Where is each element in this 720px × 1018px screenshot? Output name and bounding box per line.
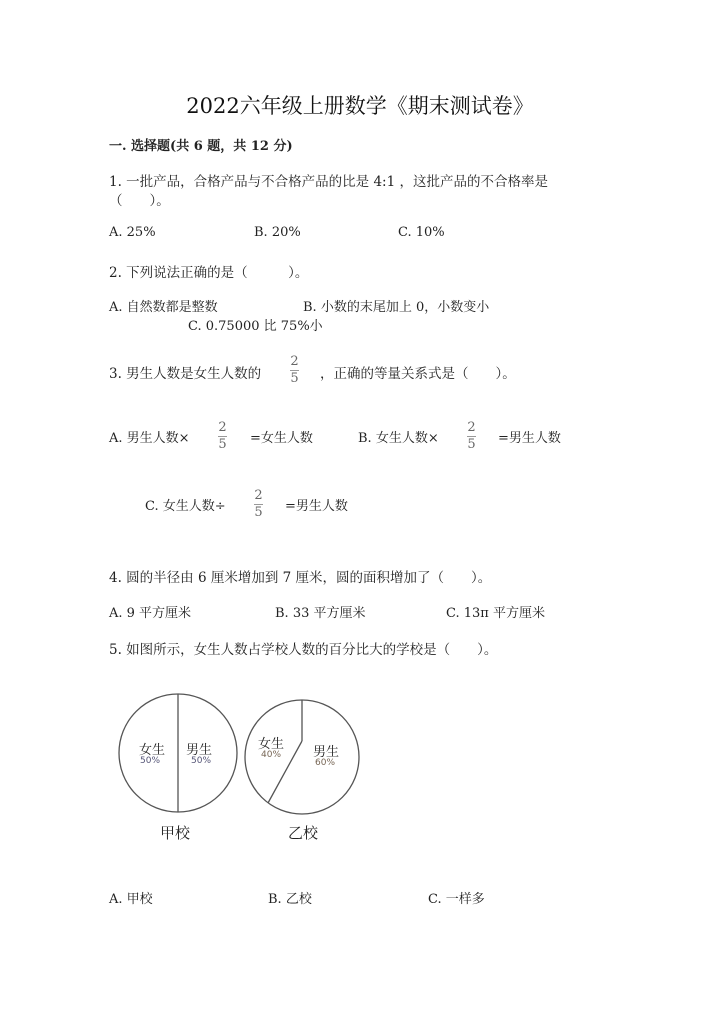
question-3-option-b-after: =男生人数	[498, 431, 561, 446]
pie-yi-boys-value: 60%	[315, 758, 336, 768]
pie-jia-boys-value: 50%	[191, 756, 212, 766]
question-3-option-b-before: B. 女生人数×	[358, 431, 439, 446]
question-3-option-a-after: =女生人数	[250, 431, 313, 446]
fraction-numerator: 2	[254, 488, 263, 503]
question-4-option-b: B. 33 平方厘米	[275, 606, 366, 621]
pie-yi-girls-value: 40%	[261, 750, 282, 760]
question-2-option-b: B. 小数的末尾加上 0，小数变小	[303, 300, 490, 315]
fraction-denominator: 5	[218, 437, 227, 452]
question-5-option-a: A. 甲校	[109, 892, 153, 907]
pie-yi-title: 乙校	[288, 824, 319, 842]
question-1-option-c: C. 10%	[398, 225, 445, 240]
fraction-denominator: 5	[254, 505, 263, 520]
pie-jia-boys-label: 男生	[186, 743, 213, 758]
pie-jia-girls-label: 女生	[139, 743, 166, 758]
fraction-numerator: 2	[467, 420, 476, 435]
question-3-option-c-fraction	[254, 488, 263, 521]
section-heading: 一. 选择题(共 6 题，共 12 分)	[109, 139, 293, 154]
question-3-stem-before: 3. 男生人数是女生人数的	[109, 366, 262, 382]
page-title: 2022六年级上册数学《期末测试卷》	[186, 94, 534, 118]
pie-yi-girls-label: 女生	[258, 737, 285, 752]
question-3-stem-after: ，正确的等量关系式是（ ）。	[320, 366, 516, 382]
question-2-option-a: A. 自然数都是整数	[109, 300, 218, 315]
question-4-option-a: A. 9 平方厘米	[109, 606, 192, 621]
question-5-option-b: B. 乙校	[268, 892, 312, 907]
fraction-numerator: 2	[290, 354, 299, 369]
question-4-option-c: C. 13π 平方厘米	[446, 606, 545, 621]
question-3-option-c-before: C. 女生人数÷	[145, 499, 226, 514]
question-3-option-b-fraction	[467, 420, 476, 453]
question-2-option-c: C. 0.75000 比 75%小	[188, 319, 323, 334]
question-3-option-a-before: A. 男生人数×	[109, 431, 190, 446]
question-3-fraction	[290, 354, 299, 387]
pie-yi-boys-label: 男生	[313, 745, 340, 760]
question-5-stem: 5. 如图所示，女生人数占学校人数的百分比大的学校是（ ）。	[109, 642, 498, 658]
fraction-denominator: 5	[290, 371, 299, 386]
question-4-stem: 4. 圆的半径由 6 厘米增加到 7 厘米，圆的面积增加了（ ）。	[109, 570, 492, 586]
fraction-numerator: 2	[218, 420, 227, 435]
question-1-blank: （ ）。	[109, 193, 170, 209]
pie-jia-title: 甲校	[160, 824, 191, 842]
question-1-stem: 1. 一批产品，合格产品与不合格产品的比是 4:1 ，这批产品的不合格率是	[109, 174, 548, 190]
pie-charts-figure	[110, 685, 370, 855]
question-1-option-a: A. 25%	[109, 225, 156, 240]
question-3-option-a-fraction	[218, 420, 227, 453]
pie-chart-jia	[119, 694, 237, 812]
question-5-option-c: C. 一样多	[428, 892, 485, 907]
pie-jia-girls-value: 50%	[140, 756, 161, 766]
question-3-option-c-after: =男生人数	[285, 499, 348, 514]
question-2-stem: 2. 下列说法正确的是（ ）。	[109, 265, 309, 281]
fraction-denominator: 5	[467, 437, 476, 452]
question-1-option-b: B. 20%	[254, 225, 301, 240]
